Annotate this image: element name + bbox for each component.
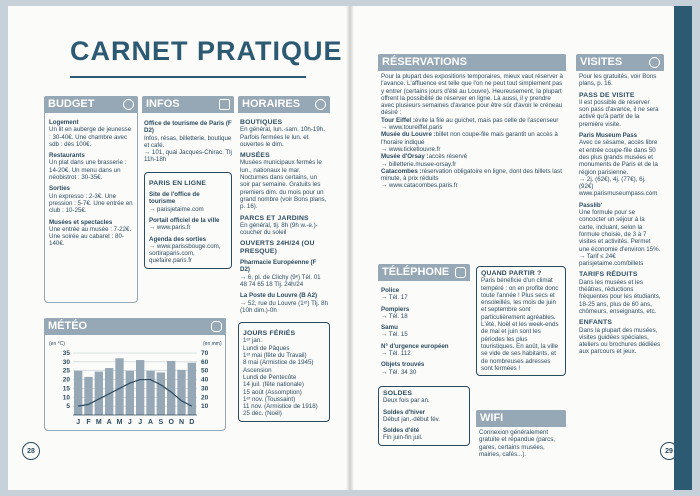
budget-label: Restaurants [49, 152, 85, 160]
month-label: J [138, 419, 143, 426]
reservation-text: billet non coupe-file mais garantit un accès à l'horaire indiqué [381, 131, 558, 146]
tick-label-left: 25 [62, 367, 70, 375]
visites-text: Dans la plupart des musées, visites guidées spéciales, ateliers ou brochures dédiées aux parcours et jeux. [579, 326, 661, 356]
feries-item: 25 déc. (Noël) [243, 410, 282, 418]
book-gutter [346, 6, 354, 490]
phone-label: Objets trouvés [381, 361, 425, 369]
phone-icon [455, 267, 466, 278]
visites-text: Il est possible de réserver son pass d'avance, il ne sera activé qu'à partir de la première visite. [579, 98, 659, 128]
feries-item: Lundi de Pentecôte [243, 373, 297, 381]
horaires-header [238, 96, 330, 113]
visites-head: PASS DE VISITE [579, 91, 635, 99]
reservations-intro: Pour la plupart des expositions temporaires, mieux vaut réserver à l'avance. L'affluence est telle que l'on ne peut tout simplement pas y entrer (certains jours d'été au Louvre). Heureusement, la plupart offrent la possibilité de réserver en ligne. Là aussi, il y prendre avec plusieurs semaines d'avance pour être sûr d'avoir le créneau désiré : [381, 73, 563, 117]
feries-list [243, 337, 325, 417]
phone-label: Pompiers [381, 305, 410, 313]
visites-header [576, 54, 664, 71]
precip-bar [105, 368, 113, 415]
office-address: → 101, quai Jacques-Chirac. Tlj 11h-18h [144, 149, 232, 164]
guide-spread [8, 6, 692, 490]
phone-number: → Tél. 18 [381, 312, 408, 320]
left-page [8, 6, 350, 490]
visites-text: Une formule pour se concocter un séjour à la carte, incluant, selon la formule choisie, de 3 à 7 visites et activités. Permet une économie d'environ 15%. [579, 209, 661, 253]
visites-head: TARIFS RÉDUITS [579, 271, 638, 279]
phone-number: → Tél. 15 [381, 331, 408, 339]
telephone-section [378, 264, 470, 378]
reservation-label: Musée d'Orsay : [381, 153, 429, 161]
feries-item: 1ᵉʳ jan. [243, 337, 262, 345]
visites-link: → 2j. (62€), 4j. (77€), 6j. (92€) www.parismuseumpass.com [579, 175, 658, 198]
chapter-tab [674, 6, 692, 490]
tick-label-left: 5 [66, 403, 70, 411]
reservation-link: → www.ticketlouvre.fr [381, 145, 441, 153]
month-label: O [168, 419, 174, 426]
infos-header [142, 96, 234, 113]
visites-text: Dans les musées et les théâtres, réductions fréquentes pour les étudiants, 18-25 ans, plus de 60 ans, chômeurs, enseignants, etc. [579, 278, 661, 315]
phone-label: Samu [381, 324, 398, 332]
feries-item: Lundi de Pâques [243, 344, 290, 352]
horaires-body [238, 113, 330, 316]
visites-intro: Pour les gratuités, voir Bons plans, p. 16. [579, 73, 657, 88]
soldes-list [383, 409, 465, 442]
horaires-head: PARCS ET JARDINS [240, 214, 309, 222]
online-frame [144, 172, 232, 269]
reservation-item [381, 117, 563, 124]
tick-label-left: 10 [62, 394, 70, 402]
meteo-title: MÉTÉO [48, 319, 88, 332]
soldes-text: Fin juin-fin juil. [383, 434, 423, 442]
visites-list [579, 92, 661, 356]
tick-label-left: 15 [62, 385, 70, 393]
tick-label-right: 10 [201, 403, 209, 411]
online-link: → www.parissbouge.com, sortiraparis.com, quefaire.paris.fr [149, 242, 221, 265]
phone-number: → Tél. 17 [381, 294, 408, 302]
budget-label: Musées et spectacles [49, 218, 113, 226]
precip-bar [126, 371, 134, 415]
online-link: → parisjetaime.com [149, 205, 204, 213]
horaires-section [238, 96, 330, 422]
phone-label: N° d'urgence européen [381, 342, 449, 350]
feries-item: 1ᵉʳ nov. (Toussaint) [243, 395, 296, 403]
axis-unit-right: (en mm) [203, 341, 222, 347]
axis-unit-left: (en °C) [49, 341, 65, 347]
visites-title: VISITES [580, 55, 623, 68]
tick-label-right: 70 [201, 350, 209, 357]
month-label: M [116, 419, 123, 426]
budget-text: Une entrée au musée : 7-22€. Une soirée au cabaret : 80-140€. [49, 225, 132, 248]
map-pin-icon [649, 57, 660, 68]
month-label: S [158, 419, 164, 426]
precip-bar [95, 372, 103, 415]
open-address: → 52, rue du Louvre (1ᵉʳ) Tlj. 8h (10h dim.)-0h [240, 299, 328, 314]
infos-body [142, 113, 234, 272]
soldes-label: Soldes d'été [383, 427, 420, 435]
tick-label-right: 50 [201, 367, 209, 375]
infos-title: INFOS [146, 97, 180, 110]
budget-title: BUDGET [48, 97, 95, 110]
reservation-label: Tour Eiffel : [381, 116, 415, 124]
meteo-header [44, 318, 226, 335]
feries-item: 11 nov. (Armistice de 1918) [243, 403, 318, 411]
soldes-label: Soldes d'hiver [383, 408, 426, 416]
precip-bar [146, 371, 154, 415]
visites-section [576, 54, 664, 358]
month-label: J [76, 419, 81, 426]
month-label: A [106, 419, 112, 426]
online-label: Agenda des sorties [149, 235, 207, 243]
reservation-text: accès réservé [428, 153, 468, 161]
reservations-title: RÉSERVATIONS [382, 55, 467, 68]
page-title: CARNET PRATIQUE [70, 36, 343, 66]
open-label: La Poste du Louvre (B A2) [240, 292, 318, 300]
feries-item: Ascension [243, 366, 272, 374]
right-page [350, 6, 692, 490]
budget-text: Un lit en auberge de jeunesse : 30-40€. Une chambre avec sdb : dès 100€. [49, 126, 132, 148]
horaires-head: BOUTIQUES [240, 119, 283, 126]
reservations-body [378, 71, 566, 192]
horaires-title: HORAIRES [242, 97, 301, 110]
telephone-list [378, 281, 470, 378]
online-link: → www.paris.fr [149, 224, 191, 232]
month-label: D [189, 419, 195, 426]
month-label: F [86, 419, 91, 426]
horaires-text: Musées municipaux fermés le lun., nationaux le mar. Nocturnes dans certains, un soir par semaine. Gratuits les premiers dim. du mois pour un grand nombre (voir Bons plans, p. 16). [240, 159, 327, 211]
info-icon [219, 99, 230, 110]
budget-label: Sorties [49, 185, 70, 193]
online-list [149, 191, 227, 265]
soldes-frame [378, 386, 470, 446]
tick-label-left: 35 [62, 350, 70, 357]
page-number-right: 29 [660, 442, 678, 460]
online-label: Portail officiel de la ville [149, 216, 220, 224]
visites-text: Avec ce sésame, accès libre et entrée coupe-file dans 50 des plus grands musées et monuments de Paris et de la région parisienne. [579, 139, 658, 176]
piggy-bank-icon [123, 99, 134, 110]
reservations-list [381, 117, 563, 190]
precip-bar [157, 372, 165, 415]
visites-head: ENFANTS [579, 319, 613, 327]
tick-label-right: 40 [201, 376, 209, 384]
reservation-item [381, 153, 563, 160]
climate-chart [45, 335, 225, 429]
wifi-text: Connexion généralement gratuite et répandue (parcs, gares, certains musées, mairies, cafés...). [479, 429, 556, 458]
budget-label: Logement [49, 119, 79, 126]
budget-text: Un plat dans une brasserie : 14-20€. Un menu dans un néobistrot : 30-35€. [49, 159, 127, 182]
phone-label: Police [381, 287, 400, 294]
meteo-body [44, 335, 226, 431]
horaires-head: OUVERTS 24H/24 (OU PRESQUE) [240, 240, 315, 255]
title-underline [70, 76, 306, 78]
online-title: PARIS EN LIGNE [149, 179, 207, 187]
feries-frame [238, 322, 330, 422]
visites-body [576, 71, 664, 358]
infos-section [142, 96, 234, 272]
budget-text: Un expresso : 2-3€. Une pression : 5-7€. Une entrée en club : 10-25€. [49, 192, 133, 215]
precip-bar [136, 360, 144, 415]
phone-number: → Tél. 112 [381, 350, 411, 358]
soldes-text: Deux fois par an. [383, 397, 430, 405]
quand-title: QUAND PARTIR ? [481, 270, 542, 277]
tick-label-left: 20 [62, 376, 70, 384]
month-label: M [95, 419, 102, 426]
open-list [240, 259, 328, 314]
quand-frame [476, 266, 566, 376]
meteo-section [44, 318, 226, 431]
reservations-header [378, 54, 566, 71]
feries-item: 15 août (Assomption) [243, 388, 302, 396]
reservation-link: → www.catacombes.paris.fr [381, 182, 458, 190]
tick-label-right: 30 [201, 385, 209, 393]
reservation-item [381, 131, 563, 146]
clock-icon [315, 99, 326, 110]
wifi-header [476, 410, 566, 427]
horaires-text: En général, tlj. 8h (9h w.-e.)-coucher du soleil [240, 221, 318, 237]
reservation-link: → billetterie.musee-orsay.fr [381, 160, 457, 168]
visites-label: Passlib' [579, 201, 603, 209]
cloud-sun-icon [211, 321, 222, 332]
feries-item: 8 mai (Armistice de 1945) [243, 359, 314, 367]
phone-number: → Tél. 34 30 [381, 368, 417, 376]
quand-text: Paris bénéficie d'un climat tempéré : on en profite donc toute l'année ! Plus secs et ensoleillés, les mois de juin et septembre sont particulièrement agréables. L'été, Noël et les week-ends de mai et juin sont les périodes les plus touristiques. En août, la ville se vide de ses habitants, et de nombreuses adresses sont fermées ! [481, 277, 559, 372]
wifi-section [476, 410, 566, 460]
office-label: Office de tourisme de Paris (F D2) [144, 120, 232, 135]
reservation-text: évite la file au guichet, mais pas celle de l'ascenseur [414, 116, 559, 124]
month-label: N [178, 419, 185, 426]
precip-bar [177, 370, 185, 415]
precip-bar [74, 371, 82, 415]
soldes-text: Début jan.-début fév. [383, 415, 440, 423]
budget-section [44, 96, 138, 303]
visites-link: → Tarif ≤ 24€ parisjetaime.com/billets [579, 252, 644, 268]
office-text: Infos, résas, billetterie, boutique et café. [144, 134, 232, 149]
month-label: A [147, 419, 154, 426]
budget-header [44, 96, 138, 113]
page-number-left: 28 [22, 442, 40, 460]
reservation-item [381, 168, 563, 183]
open-address: → 6, pl. de Clichy (9ᵉ) Tél. 01 48 74 65 18 Tlj. 24h/24 [240, 273, 321, 288]
online-label: Site de l'office de tourisme [149, 191, 200, 206]
open-label: Pharmacie Européenne (F D2) [240, 259, 317, 274]
telephone-title: TÉLÉPHONE [382, 265, 450, 278]
precip-bar [167, 361, 175, 415]
horaires-list [240, 119, 328, 255]
month-label: J [127, 419, 132, 426]
telephone-header [378, 264, 470, 281]
wifi-title: WIFI [480, 411, 504, 424]
feries-item: 14 juil. (fête nationale) [243, 381, 304, 389]
tick-label-left: 30 [62, 358, 70, 366]
reservations-section [378, 54, 566, 192]
budget-body [44, 113, 138, 303]
tick-label-right: 60 [201, 358, 209, 366]
feries-item: 1ᵉʳ mai (fête du Travail) [243, 352, 307, 360]
horaires-head: MUSÉES [240, 152, 270, 160]
precip-bar [188, 363, 196, 415]
reservation-label: Musée du Louvre : [381, 131, 436, 139]
soldes-title: SOLDES [383, 390, 413, 397]
tick-label-right: 20 [201, 394, 209, 402]
reservation-label: Catacombes : [381, 167, 422, 175]
horaires-text: En général, lun.-sam. 10h-19h. Parfois fermées le lun. et ouvertes le dim. [240, 126, 325, 148]
budget-list [49, 119, 133, 248]
visites-label: Paris Museum Pass [579, 132, 638, 140]
reservation-text: réservation obligatoire en ligne, dont des billets last minute, à prix réduits [381, 167, 562, 183]
reservation-link: → www.toureiffel.paris [381, 124, 443, 132]
precip-bar [84, 377, 92, 415]
feries-title: JOURS FÉRIÉS [243, 330, 296, 338]
